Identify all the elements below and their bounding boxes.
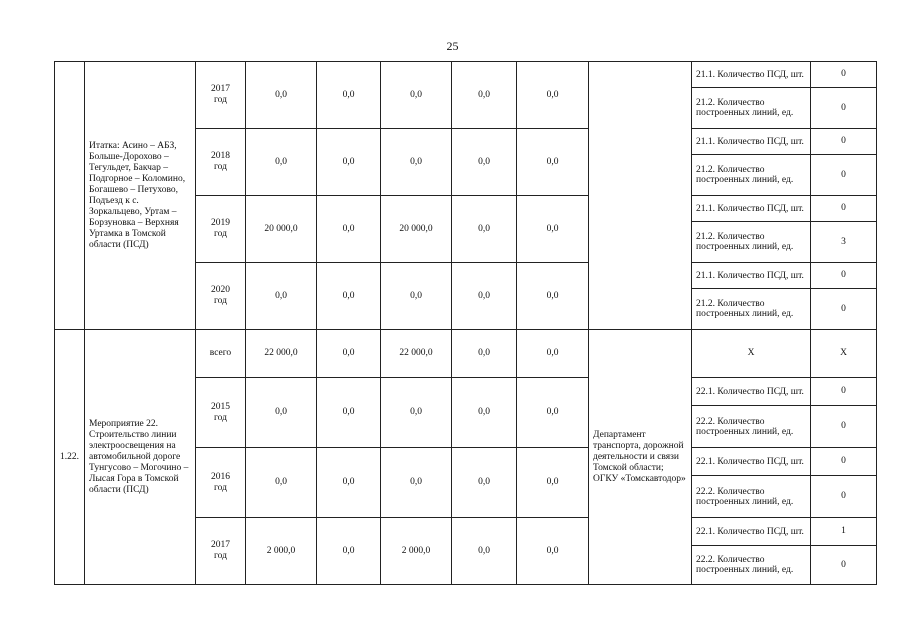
value-cell: 0,0	[317, 378, 381, 448]
value-cell: 0,0	[381, 448, 452, 518]
indicator-label: 22.2. Количество построенных линий, ед.	[692, 546, 811, 585]
executor-cell	[589, 62, 692, 330]
executor-cell: Департамент транспорта, дорожной деятельности и связи Томской области; ОГКУ «Томскавтодор»	[589, 330, 692, 585]
value-cell: 22 000,0	[381, 330, 452, 378]
value-cell: 0,0	[452, 330, 517, 378]
value-cell: 0,0	[246, 378, 317, 448]
value-cell: 0,0	[517, 378, 589, 448]
value-cell: 0,0	[452, 129, 517, 196]
value-cell: 0,0	[317, 448, 381, 518]
indicator-value: 0	[811, 263, 877, 289]
year-cell: 2017 год	[196, 518, 246, 585]
value-cell: 0,0	[452, 448, 517, 518]
row-number	[55, 62, 85, 330]
event-name: Итатка: Асино – АБЗ, Больше-Дорохово – Тегульдет, Бакчар – Подгорное – Коломино, Богашево – Петухово, Подъезд к с. Зоркальцево, Уртам – Борзуновка – Верхняя Уртамка в Томской области (ПСД)	[85, 62, 196, 330]
indicator-value: X	[811, 330, 877, 378]
table-row	[55, 62, 877, 88]
value-cell: 0,0	[381, 129, 452, 196]
value-cell: 0,0	[452, 62, 517, 129]
indicator-label: X	[692, 330, 811, 378]
value-cell: 0,0	[517, 448, 589, 518]
value-cell: 0,0	[317, 518, 381, 585]
value-cell: 0,0	[517, 196, 589, 263]
value-cell: 0,0	[381, 378, 452, 448]
indicator-value: 0	[811, 88, 877, 129]
value-cell: 0,0	[246, 263, 317, 330]
value-cell: 0,0	[246, 129, 317, 196]
value-cell: 0,0	[317, 129, 381, 196]
indicator-label: 21.1. Количество ПСД, шт.	[692, 62, 811, 88]
value-cell: 20 000,0	[246, 196, 317, 263]
value-cell: 0,0	[317, 330, 381, 378]
indicator-value: 0	[811, 129, 877, 155]
year-cell: 2020 год	[196, 263, 246, 330]
year-cell: всего	[196, 330, 246, 378]
indicator-value: 0	[811, 378, 877, 406]
indicator-value: 0	[811, 406, 877, 448]
indicator-value: 0	[811, 196, 877, 222]
indicator-value: 3	[811, 222, 877, 263]
value-cell: 0,0	[517, 330, 589, 378]
value-cell: 0,0	[517, 263, 589, 330]
indicator-label: 21.2. Количество построенных линий, ед.	[692, 222, 811, 263]
indicator-label: 22.2. Количество построенных линий, ед.	[692, 406, 811, 448]
event-name: Мероприятие 22. Строительство линии электроосвещения на автомобильной дороге Тунгусово – Могочино – Лысая Гора в Томской области (ПСД)	[85, 330, 196, 585]
indicator-label: 22.1. Количество ПСД, шт.	[692, 448, 811, 476]
row-number: 1.22.	[55, 330, 85, 585]
indicator-value: 1	[811, 518, 877, 546]
value-cell: 0,0	[381, 62, 452, 129]
indicator-value: 0	[811, 448, 877, 476]
value-cell: 0,0	[317, 263, 381, 330]
value-cell: 22 000,0	[246, 330, 317, 378]
value-cell: 0,0	[452, 518, 517, 585]
indicator-label: 22.1. Количество ПСД, шт.	[692, 518, 811, 546]
value-cell: 0,0	[452, 263, 517, 330]
value-cell: 2 000,0	[381, 518, 452, 585]
indicator-label: 22.1. Количество ПСД, шт.	[692, 378, 811, 406]
value-cell: 20 000,0	[381, 196, 452, 263]
value-cell: 0,0	[381, 263, 452, 330]
indicator-label: 21.2. Количество построенных линий, ед.	[692, 155, 811, 196]
value-cell: 2 000,0	[246, 518, 317, 585]
indicator-label: 21.2. Количество построенных линий, ед.	[692, 88, 811, 129]
indicator-value: 0	[811, 289, 877, 330]
year-cell: 2017 год	[196, 62, 246, 129]
value-cell: 0,0	[317, 62, 381, 129]
year-cell: 2016 год	[196, 448, 246, 518]
value-cell: 0,0	[246, 448, 317, 518]
indicator-label: 21.1. Количество ПСД, шт.	[692, 196, 811, 222]
year-cell: 2019 год	[196, 196, 246, 263]
indicator-value: 0	[811, 155, 877, 196]
indicator-label: 21.1. Количество ПСД, шт.	[692, 129, 811, 155]
value-cell: 0,0	[517, 129, 589, 196]
year-cell: 2015 год	[196, 378, 246, 448]
value-cell: 0,0	[452, 378, 517, 448]
indicator-value: 0	[811, 62, 877, 88]
indicator-label: 21.2. Количество построенных линий, ед.	[692, 289, 811, 330]
indicator-label: 21.1. Количество ПСД, шт.	[692, 263, 811, 289]
indicator-value: 0	[811, 546, 877, 585]
program-table	[54, 61, 877, 585]
value-cell: 0,0	[317, 196, 381, 263]
indicator-label: 22.2. Количество построенных линий, ед.	[692, 476, 811, 518]
value-cell: 0,0	[517, 518, 589, 585]
value-cell: 0,0	[517, 62, 589, 129]
indicator-value: 0	[811, 476, 877, 518]
value-cell: 0,0	[246, 62, 317, 129]
year-cell: 2018 год	[196, 129, 246, 196]
page-number: 25	[446, 39, 459, 53]
value-cell: 0,0	[452, 196, 517, 263]
table-row	[55, 330, 877, 378]
